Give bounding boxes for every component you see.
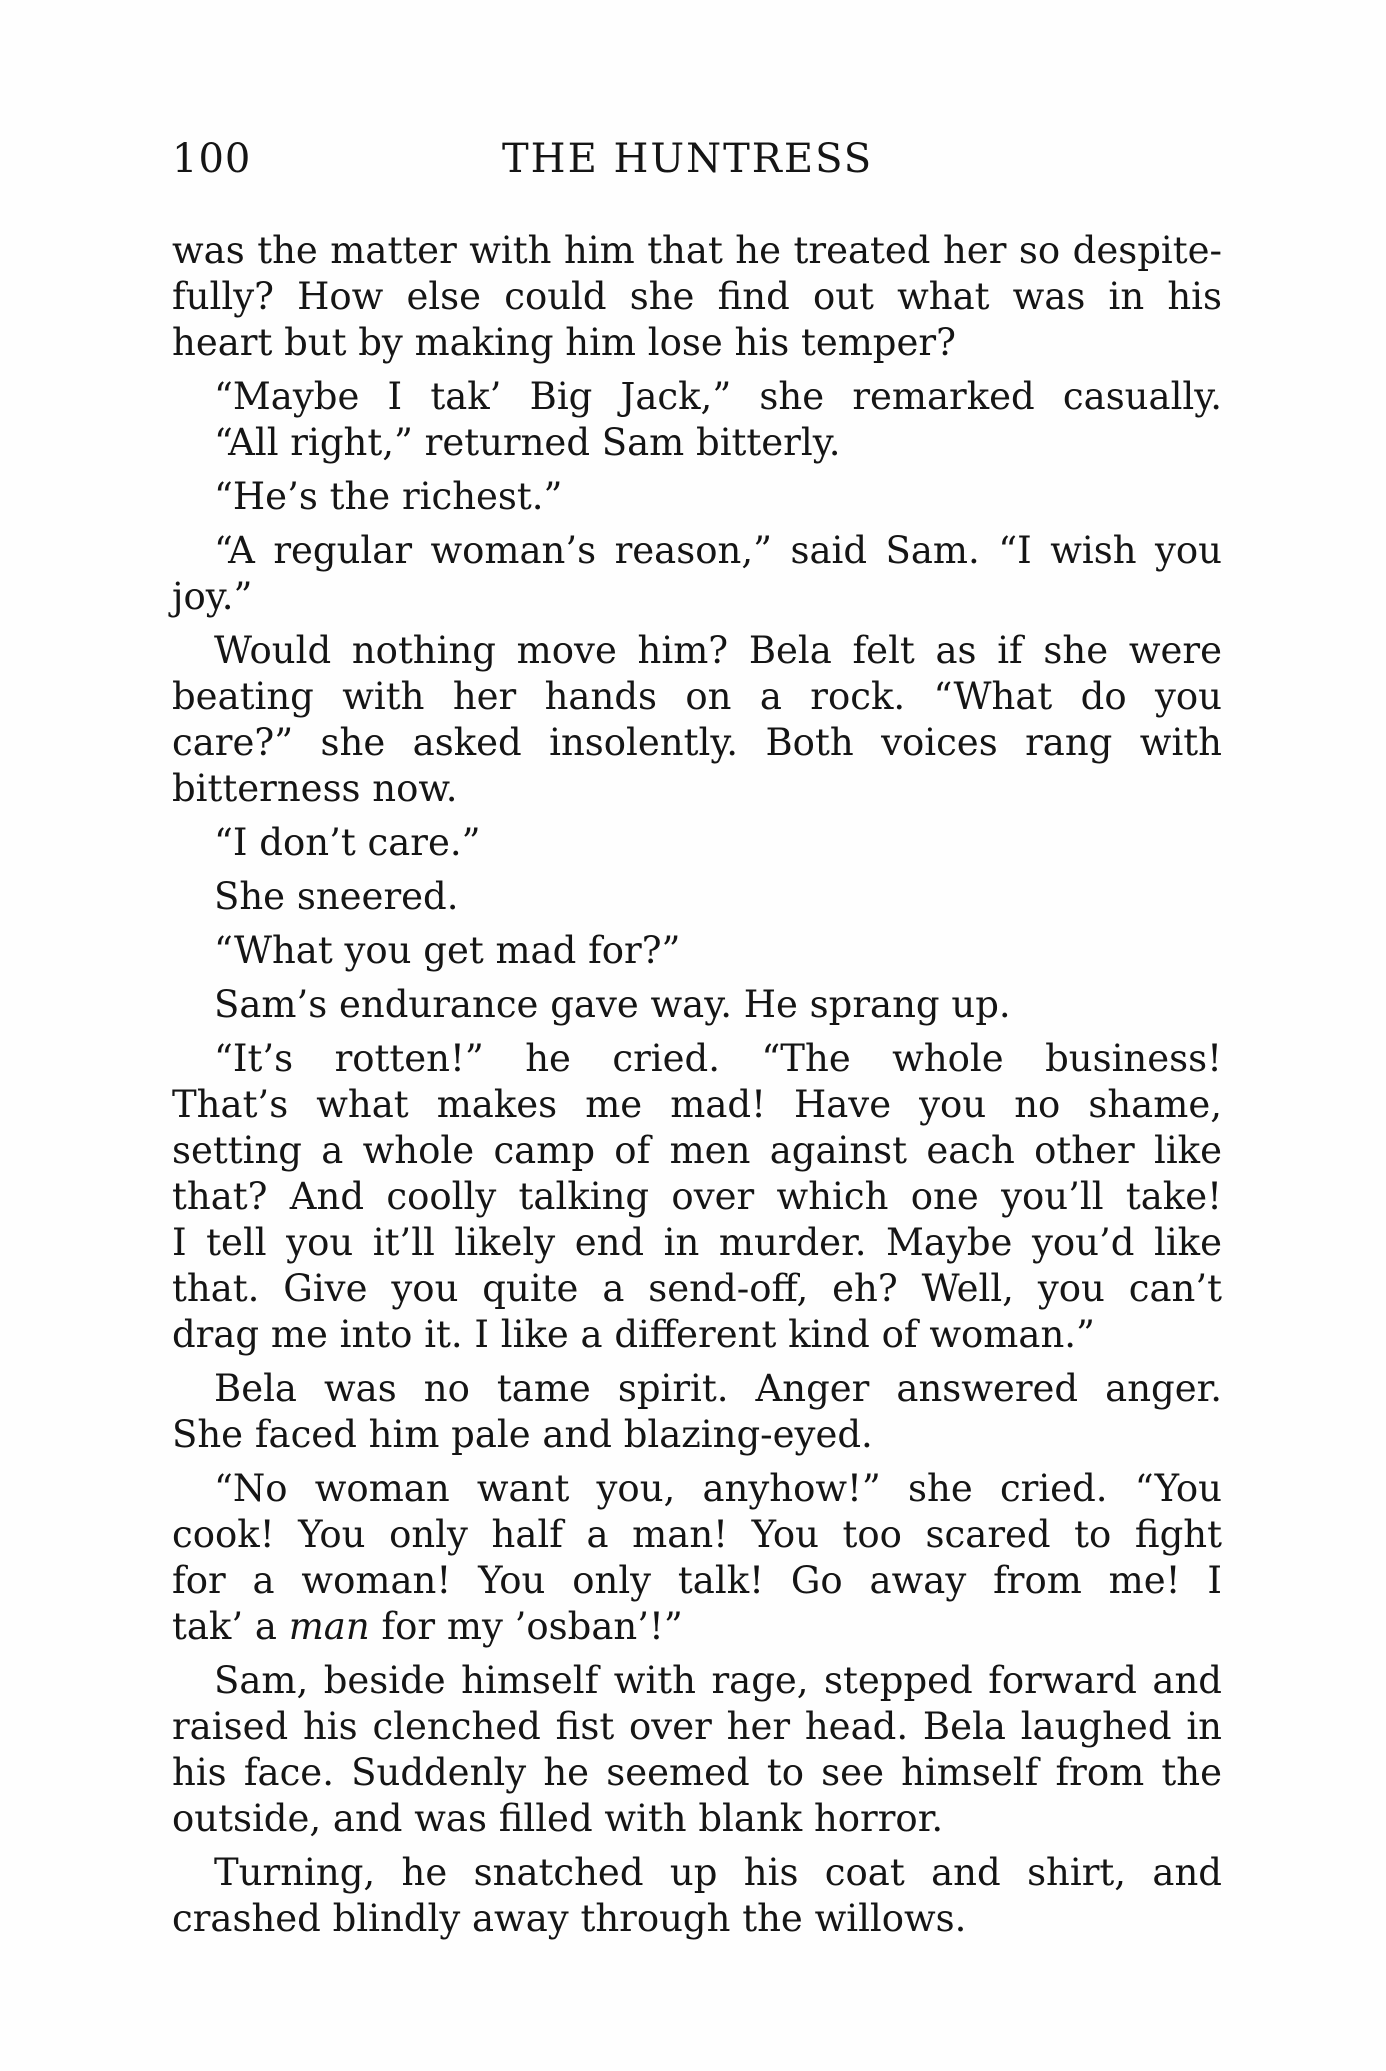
text-line: “He’s the richest.”	[214, 475, 563, 518]
text-line: Bela was no tame spirit. Anger answered anger.	[214, 1367, 1222, 1410]
paragraph-gap	[172, 1842, 1222, 1850]
paragraph-gap	[172, 1028, 1222, 1036]
text-fragment: tak’ a	[172, 1605, 289, 1648]
text-line: his face. Suddenly he seemed to see himself from the	[172, 1751, 1222, 1794]
italic-word: man	[288, 1605, 370, 1648]
paragraph-gap	[172, 920, 1222, 928]
text-line: that. Give you quite a send-off, eh? Well, you can’t	[172, 1267, 1222, 1310]
text-line: She faced him pale and blazing-eyed.	[172, 1413, 873, 1456]
text-line: “I don’t care.”	[214, 821, 481, 864]
text-line: cook! You only half a man! You too scared to fight	[172, 1513, 1222, 1556]
text-line: “It’s rotten!” he cried. “The whole business!	[214, 1037, 1222, 1080]
text-line: That’s what makes me mad! Have you no shame,	[172, 1083, 1222, 1126]
text-line: Sam’s endurance gave way. He sprang up.	[214, 983, 1011, 1026]
text-line: drag me into it. I like a different kind of woman.”	[172, 1313, 1095, 1356]
body-text	[172, 228, 1222, 1942]
text-line: “Maybe I tak’ Big Jack,” she remarked casually.	[214, 375, 1222, 418]
text-line: heart but by making him lose his temper?	[172, 321, 956, 364]
text-line: “No woman want you, anyhow!” she cried. “You	[214, 1467, 1222, 1510]
paragraph-gap	[172, 1458, 1222, 1466]
text-line: care?” she asked insolently. Both voices rang with	[172, 721, 1222, 764]
page-number: 100	[172, 136, 252, 182]
running-title: THE HUNTRESS	[502, 136, 874, 182]
text-line: “A regular woman’s reason,” said Sam. “I wish you	[214, 529, 1222, 572]
paragraph-gap	[172, 366, 1222, 374]
text-line: crashed blindly away through the willows.	[172, 1897, 967, 1940]
text-line: “What you get mad for?”	[214, 929, 681, 972]
text-line: bitterness now.	[172, 767, 458, 810]
text-line: joy.”	[172, 575, 253, 618]
text-line: setting a whole camp of men against each other like	[172, 1129, 1222, 1172]
text-line: that? And coolly talking over which one you’ll take!	[172, 1175, 1222, 1218]
text-line: Sam, beside himself with rage, stepped forward and	[214, 1659, 1222, 1702]
paragraph-gap	[172, 466, 1222, 474]
text-line: was the matter with him that he treated her so despite-	[172, 229, 1222, 272]
text-line: beating with her hands on a rock. “What do you	[172, 675, 1222, 718]
paragraph-gap	[172, 520, 1222, 528]
text-fragment: for my ’osban’!”	[369, 1605, 683, 1648]
paragraph-gap	[172, 1358, 1222, 1366]
text-line: for a woman! You only talk! Go away from me! I	[172, 1559, 1222, 1602]
text-line: Would nothing move him? Bela felt as if she were	[214, 629, 1222, 672]
text-line: raised his clenched fist over her head. Bela laughed in	[172, 1705, 1222, 1748]
paragraph-gap	[172, 620, 1222, 628]
text-line: I tell you it’ll likely end in murder. Maybe you’d like	[172, 1221, 1222, 1264]
paragraph-gap	[172, 812, 1222, 820]
text-line: outside, and was filled with blank horror.	[172, 1797, 944, 1840]
text-line	[172, 1604, 1222, 1650]
running-head	[172, 136, 1222, 192]
text-line: She sneered.	[214, 875, 459, 918]
text-line: “All right,” returned Sam bitterly.	[214, 421, 841, 464]
paragraph-gap	[172, 974, 1222, 982]
paragraph-gap	[172, 1650, 1222, 1658]
text-line: Turning, he snatched up his coat and shirt, and	[214, 1851, 1222, 1894]
text-line: fully? How else could she find out what was in his	[172, 275, 1222, 318]
paragraph-gap	[172, 866, 1222, 874]
